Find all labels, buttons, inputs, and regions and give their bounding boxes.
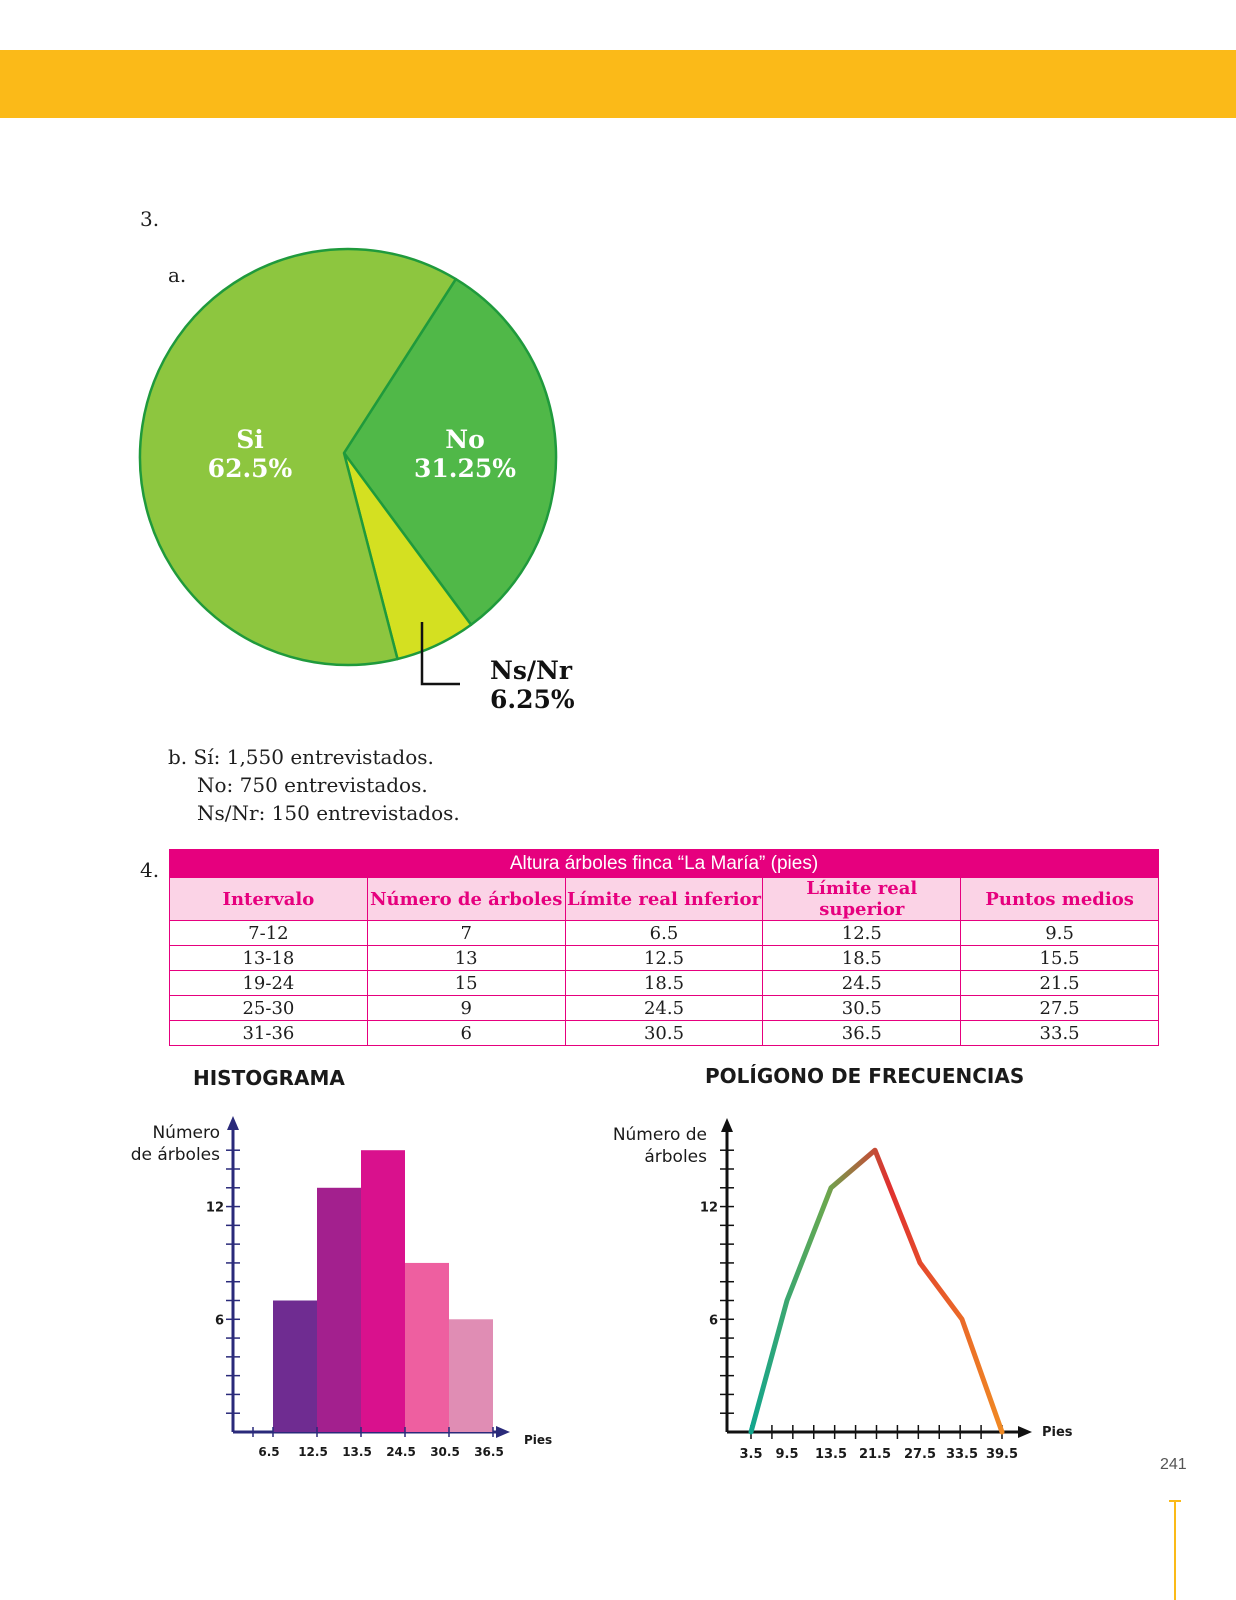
table-header: Límite real superior [763,878,961,921]
polygon-x-tick-label: 13.5 [814,1447,848,1462]
polygon-y-tick-label: 12 [699,1200,718,1216]
polygon-line [751,1150,1002,1432]
part-b-label: b. [168,745,188,769]
table-cell: 30.5 [565,1021,763,1046]
table-header-row [170,878,1159,921]
table-cell: 15 [367,971,565,996]
table-cell: 24.5 [565,996,763,1021]
polygon-x-tick-label: 27.5 [903,1447,937,1462]
histogram-x-tick-label: 13.5 [342,1445,372,1459]
table-header: Puntos medios [961,878,1159,921]
table-header: Intervalo [170,878,368,921]
pie-label-no-value: 31.25% [413,454,517,483]
table-cell: 9.5 [961,921,1159,946]
table-cell: 6.5 [565,921,763,946]
polygon-title: POLÍGONO DE FRECUENCIAS [705,1064,1025,1088]
page-number: 241 [1160,1456,1187,1473]
table-cell: 21.5 [961,971,1159,996]
table-cell: 31-36 [170,1021,368,1046]
table-cell: 13 [367,946,565,971]
table-row [170,996,1159,1021]
polygon-x-tick-label: 9.5 [775,1447,799,1462]
table-cell: 19-24 [170,971,368,996]
polygon-xlabel: Pies [1042,1425,1073,1440]
histogram-ylabel: Número de árboles [130,1123,220,1165]
histogram-bar [273,1300,317,1432]
polygon-chart [620,1110,1100,1470]
pie-label-si [190,425,310,483]
pie-label-nsnr [490,656,575,714]
table-cell: 12.5 [763,921,961,946]
pie-label-nsnr-name: Ns/Nr [490,656,573,685]
histogram-y-arrow [227,1116,239,1130]
frequency-table [169,849,1159,1046]
table-cell: 7 [367,921,565,946]
table-cell: 7-12 [170,921,368,946]
header-band [0,50,1236,118]
histogram-bar [449,1319,493,1432]
table-row [170,971,1159,996]
table-cell: 18.5 [565,971,763,996]
histogram-x-tick-label: 12.5 [298,1445,328,1459]
table-cell: 25-30 [170,996,368,1021]
pie-label-no [395,425,535,483]
polygon-x-arrow [1018,1426,1032,1438]
histogram-bar [317,1188,361,1432]
polygon-y-tick-label: 6 [708,1313,718,1329]
table-row [170,1021,1159,1046]
polygon-x-tick-label: 39.5 [985,1447,1019,1462]
part-a-label: a. [168,263,187,287]
table-title: Altura árboles finca “La María” (pies) [170,850,1159,878]
table-cell: 36.5 [763,1021,961,1046]
histogram-x-tick-label: 24.5 [386,1445,416,1459]
polygon-x-tick-label: 21.5 [858,1447,892,1462]
table-header: Número de árboles [367,878,565,921]
table-row [170,921,1159,946]
polygon-x-tick-label: 33.5 [945,1447,979,1462]
decorative-tick [1169,1500,1181,1502]
histogram-x-arrow [496,1426,510,1438]
table-header: Límite real inferior [565,878,763,921]
histogram-xlabel: Pies [524,1433,553,1447]
pie-label-nsnr-value: 6.25% [490,685,575,714]
answer-si: Sí: 1,550 entrevistados. [193,745,434,769]
polygon-x-tick-label: 3.5 [739,1447,763,1462]
histogram-title: HISTOGRAMA [193,1066,345,1090]
decorative-line [1174,1500,1176,1600]
table-cell: 9 [367,996,565,1021]
pie-label-si-name: Si [236,425,264,454]
polygon-y-arrow [721,1118,733,1132]
polygon-ylabel: Número de árboles [612,1125,707,1167]
histogram-bar [405,1263,449,1432]
question-3-number: 3. [140,207,160,231]
table-cell: 13-18 [170,946,368,971]
histogram-y-tick-label: 6 [214,1313,224,1329]
histogram-x-tick-label: 6.5 [258,1445,280,1459]
table-cell: 6 [367,1021,565,1046]
histogram-x-tick-label: 36.5 [474,1445,504,1459]
histogram-x-tick-label: 30.5 [430,1445,460,1459]
table-cell: 33.5 [961,1021,1159,1046]
table-cell: 18.5 [763,946,961,971]
part-b-answers [168,743,460,827]
table-row [170,946,1159,971]
histogram-y-tick-label: 12 [205,1200,224,1216]
answer-nsnr: Ns/Nr: 150 entrevistados. [197,801,460,825]
table-cell: 27.5 [961,996,1159,1021]
ns-leader-line [410,620,470,690]
table-cell: 12.5 [565,946,763,971]
pie-label-no-name: No [445,425,485,454]
table-cell: 30.5 [763,996,961,1021]
pie-label-si-value: 62.5% [207,454,293,483]
question-4-number: 4. [140,858,160,882]
answer-no: No: 750 entrevistados. [197,773,428,797]
histogram-bar [361,1150,405,1432]
table-cell: 24.5 [763,971,961,996]
table-cell: 15.5 [961,946,1159,971]
histogram-chart [120,1110,560,1470]
